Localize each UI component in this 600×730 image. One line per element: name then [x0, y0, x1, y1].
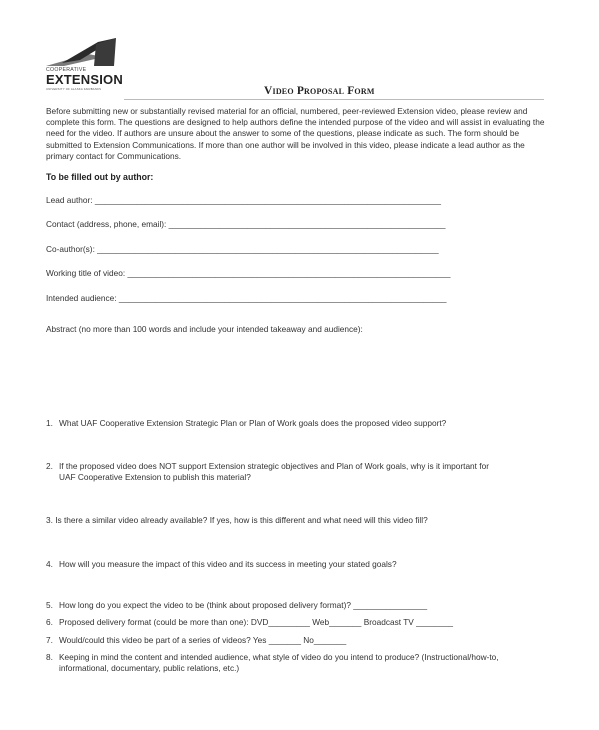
intro-paragraph: Before submitting new or substantially revised material for an official, numbered, peer-reviewed Extension video, please review and complete this form. The questions are designed to help authors define the intended purpose of the video and will assist in evaluating the need for the video. If authors are unsure about the answer to some of the questions, please indicate as such. The form should be submitted to Extension Communications. If more than one author will be involved in this video, please indicate a lead author as the primary contact for Communications. [46, 106, 545, 161]
question-6-text: Proposed delivery format (could be more than one): DVD_________ Web_______ Broadcast TV ________ [59, 617, 454, 627]
question-5-text: How long do you expect the video to be (think about proposed delivery format)? ________________ [59, 600, 428, 610]
question-1 [46, 418, 446, 429]
abstract-field[interactable]: Abstract (no more than 100 words and include your intended takeaway and audience): [46, 324, 363, 334]
question-2 [46, 461, 489, 483]
question-4-number: 4. [46, 559, 53, 569]
question-2-text-line2: UAF Cooperative Extension to publish this material? [59, 472, 251, 482]
question-4 [46, 559, 397, 570]
question-1-text: What UAF Cooperative Extension Strategic Plan or Plan of Work goals does the proposed video support? [59, 418, 447, 428]
question-7[interactable] [46, 635, 346, 646]
question-8-text-line1: Keeping in mind the content and intended audience, what style of video do you intend to produce? (Instructional/how-to, [59, 652, 499, 662]
question-5[interactable] [46, 600, 427, 611]
question-8 [46, 652, 499, 674]
logo-text-cooperative: COOPERATIVE [46, 67, 87, 73]
form-title: Video Proposal Form [264, 85, 375, 97]
question-1-number: 1. [46, 418, 53, 428]
extension-logo [46, 36, 126, 94]
contact-field[interactable]: Contact (address, phone, email): ____________________________________________________________ [46, 219, 446, 229]
logo-text-university: UNIVERSITY OF ALASKA FAIRBANKS [46, 87, 102, 91]
question-3: 3. Is there a similar video already available? If yes, how is this different and what need will this video fill? [46, 515, 428, 525]
question-2-number: 2. [46, 461, 53, 471]
title-rule [124, 99, 544, 100]
question-8-number: 8. [46, 652, 53, 662]
coauthors-field[interactable]: Co-author(s): __________________________________________________________________________ [46, 244, 439, 254]
question-2-text-line1: If the proposed video does NOT support Extension strategic objectives and Plan of Work goals, why is it important for [59, 461, 489, 471]
logo-mark-icon [46, 36, 126, 68]
question-7-number: 7. [46, 635, 53, 645]
section-heading: To be filled out by author: [46, 172, 154, 182]
working-title-field[interactable]: Working title of video: ______________________________________________________________________ [46, 268, 451, 278]
logo-text-extension: EXTENSION [46, 72, 123, 87]
question-4-text: How will you measure the impact of this video and its success in meeting your stated goals? [59, 559, 397, 569]
question-6-number: 6. [46, 617, 53, 627]
question-7-text: Would/could this video be part of a series of videos? Yes _______ No_______ [59, 635, 347, 645]
intended-audience-field[interactable]: Intended audience: _______________________________________________________________________ [46, 293, 447, 303]
question-8-text-line2: informational, documentary, public relations, etc.) [59, 663, 240, 673]
question-6[interactable] [46, 617, 453, 628]
question-5-number: 5. [46, 600, 53, 610]
lead-author-field[interactable]: Lead author: ___________________________________________________________________________ [46, 195, 441, 205]
